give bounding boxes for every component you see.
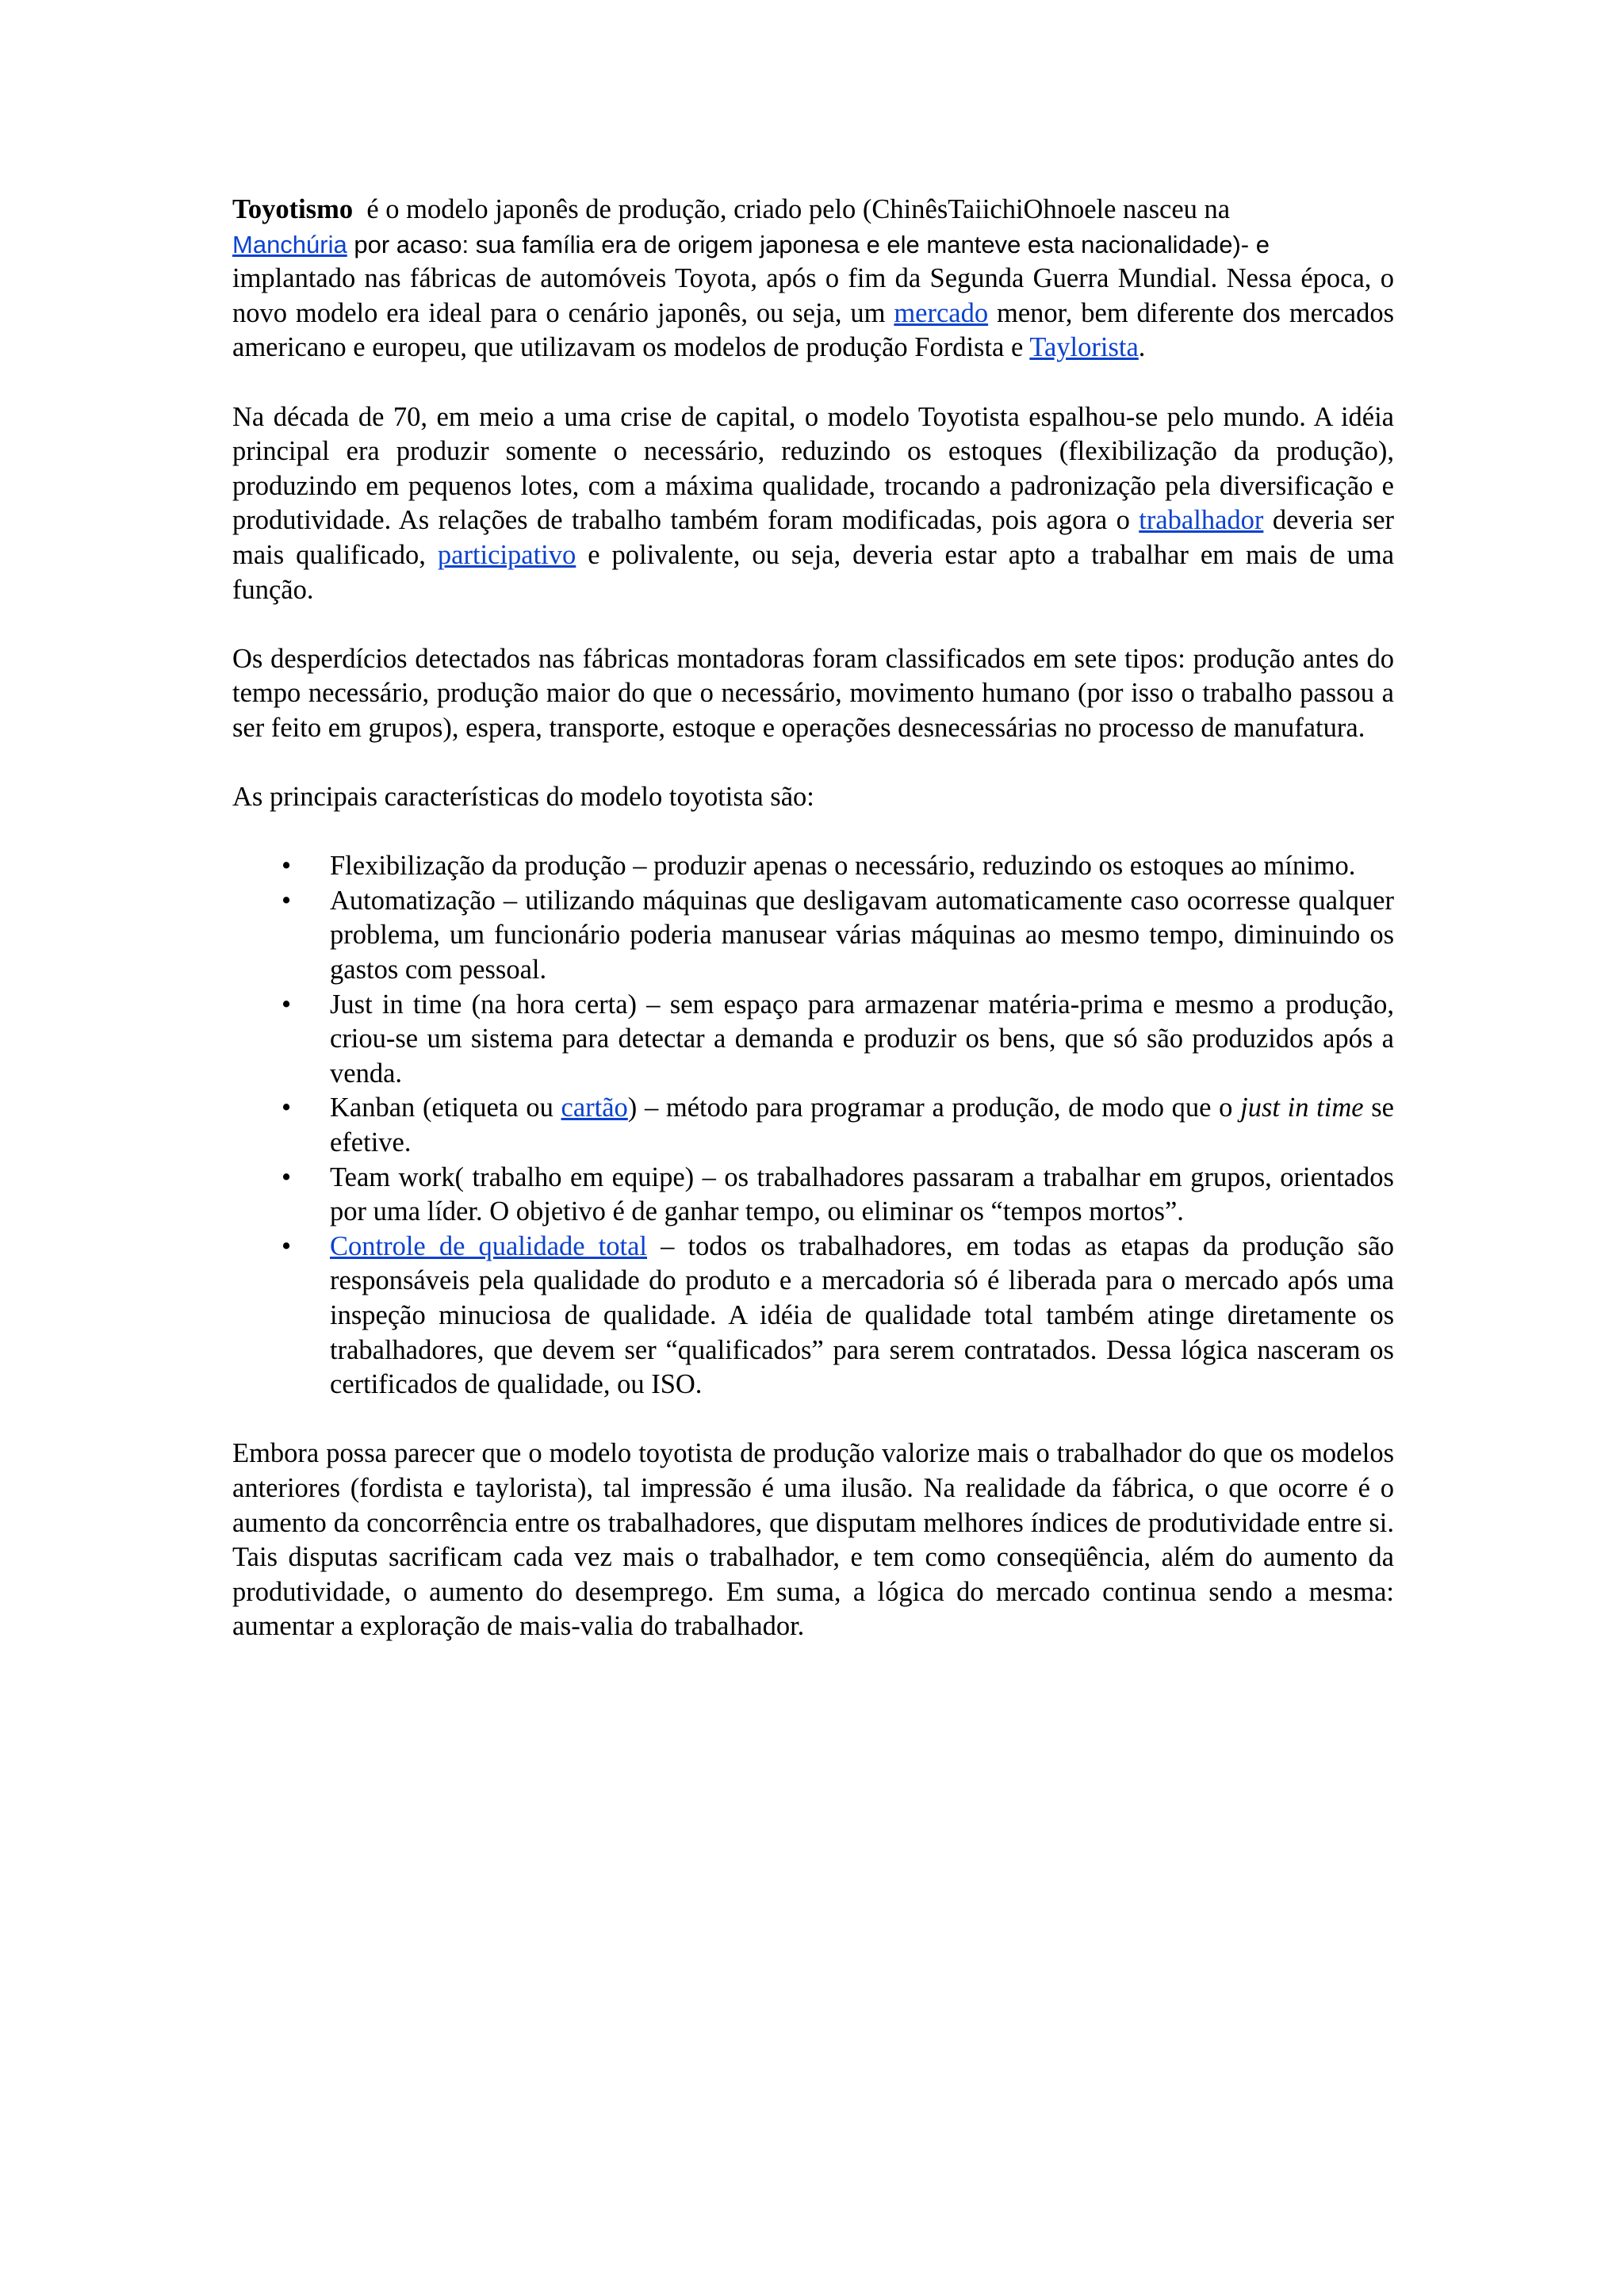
- kanban-text-1: Kanban (etiqueta ou: [330, 1093, 553, 1123]
- bullet-icon: •: [282, 885, 292, 916]
- paragraph-intro: [232, 193, 1394, 365]
- list-item-just-in-time: [232, 988, 1394, 1092]
- intro-text-3: implantado nas fábricas de automóveis Toyota, após o fim da Segunda Guerra Mundial. Nessa época, o novo modelo era ideal para o cenário japonês, ou seja, um: [232, 263, 1394, 328]
- kanban-text-3: se efetive.: [330, 1093, 1394, 1158]
- bullet-icon: •: [282, 1161, 292, 1192]
- characteristics-list: [232, 849, 1394, 1402]
- list-item-kanban: [232, 1091, 1394, 1160]
- decade-text-2: deveria ser mais qualificado,: [232, 505, 1395, 570]
- controle-text: – todos os trabalhadores, em todas as etapas da produção são responsáveis pela qualidade do produto e a mercadoria só é liberada para o mercado após uma inspeção minuciosa de qualidade. A idéia de qualidade total também atinge diretamente os trabalhadores, que devem ser “qualificados” para serem contratados. Dessa lógica nasceram os certificados de qualidade, ou ISO.: [330, 1230, 1394, 1400]
- paragraph-conclusao: Embora possa parecer que o modelo toyotista de produção valorize mais o trabalhador do que os modelos anteriores (fordista e taylorista), tal impressão é uma ilusão. Na realidade da fábrica, o que ocorre é o aumento da concorrência entre os trabalhadores, que disputam melhores índices de produtividade entre si. Tais disputas sacrificam cada vez mais o trabalhador, e tem como conseqüência, além do aumento da produtividade, o aumento do desemprego. Em suma, a lógica do mercado continua sendo a mesma: aumentar a exploração de mais-valia do trabalhador.: [232, 1438, 1394, 1642]
- bullet-icon: •: [282, 851, 292, 882]
- intro-text-4: menor, bem diferente dos mercados americano e europeu, que utilizavam os modelos de produção Fordista e: [232, 297, 1395, 363]
- link-cartao[interactable]: cartão: [561, 1093, 628, 1123]
- paragraph-decade-70: [232, 400, 1394, 608]
- decade-text-1: Na década de 70, em meio a uma crise de capital, o modelo Toyotista espalhou-se pelo mundo. A idéia principal era produzir somente o necessário, reduzindo os estoques (flexibilização da produção), produzindo em pequenos lotes, com a máxima qualidade, trocando a padronização pela diversificação e produtividade. As relações de trabalho também foram modificadas, pois agora o: [232, 401, 1394, 536]
- intro-text-1: é o modelo japonês de produção, criado pelo (ChinêsTaiichiOhnoele nasceu na: [366, 194, 1231, 224]
- list-item-text: Flexibilização da produção – produzir apenas o necessário, reduzindo os estoques ao mínimo.: [330, 851, 1356, 882]
- list-item-text: Automatização – utilizando máquinas que desligavam automaticamente caso ocorresse qualquer problema, um funcionário poderia manusear várias máquinas ao mesmo tempo, diminuindo os gastos com pessoal.: [330, 885, 1394, 985]
- list-item-automatizacao: [232, 884, 1394, 988]
- list-item-controle-qualidade: [232, 1230, 1394, 1402]
- link-controle-qualidade-total[interactable]: Controle de qualidade total: [330, 1230, 648, 1261]
- intro-text-2: por acaso: sua família era de origem japonesa e ele manteve esta nacionalidade)- e: [354, 230, 1270, 258]
- link-trabalhador[interactable]: trabalhador: [1139, 505, 1264, 536]
- list-item-text: Team work( trabalho em equipe) – os trabalhadores passaram a trabalhar em grupos, orientados por uma líder. O objetivo é de ganhar tempo, ou eliminar os “tempos mortos”.: [330, 1161, 1394, 1227]
- link-manchuria[interactable]: Manchúria: [232, 230, 347, 258]
- bullet-icon: •: [282, 1230, 292, 1261]
- term-toyotismo: Toyotismo: [232, 194, 354, 224]
- bullet-icon: •: [282, 989, 292, 1020]
- document-body: [232, 193, 1394, 1644]
- link-mercado[interactable]: mercado: [894, 297, 989, 328]
- link-participativo[interactable]: participativo: [437, 539, 576, 570]
- bullet-icon: •: [282, 1093, 292, 1123]
- intro-text-5: .: [1138, 332, 1146, 363]
- list-item-text: Just in time (na hora certa) – sem espaço para armazenar matéria-prima e mesmo a produção, criou-se um sistema para detectar a demanda e produzir os bens, que só são produzidos após a venda.: [330, 989, 1394, 1089]
- paragraph-desperdicios: Os desperdícios detectados nas fábricas montadoras foram classificados em sete tipos: produção antes do tempo necessário, produção maior do que o necessário, movimento humano (por isso o trabalho passou a ser feito em grupos), espera, transporte, estoque e operações desnecessárias no processo de manufatura.: [232, 643, 1394, 743]
- kanban-text-2: ) – método para programar a produção, de modo que o: [627, 1093, 1233, 1123]
- paragraph-caracteristicas-intro: As principais características do modelo toyotista são:: [232, 782, 814, 813]
- kanban-italic-just-in-time: just in time: [1240, 1093, 1364, 1123]
- list-item-flexibilizacao: [232, 849, 1394, 884]
- link-taylorista[interactable]: Taylorista: [1029, 332, 1139, 363]
- decade-text-3: e polivalente, ou seja, deveria estar apto a trabalhar em mais de uma função.: [232, 539, 1395, 605]
- list-item-team-work: [232, 1161, 1394, 1230]
